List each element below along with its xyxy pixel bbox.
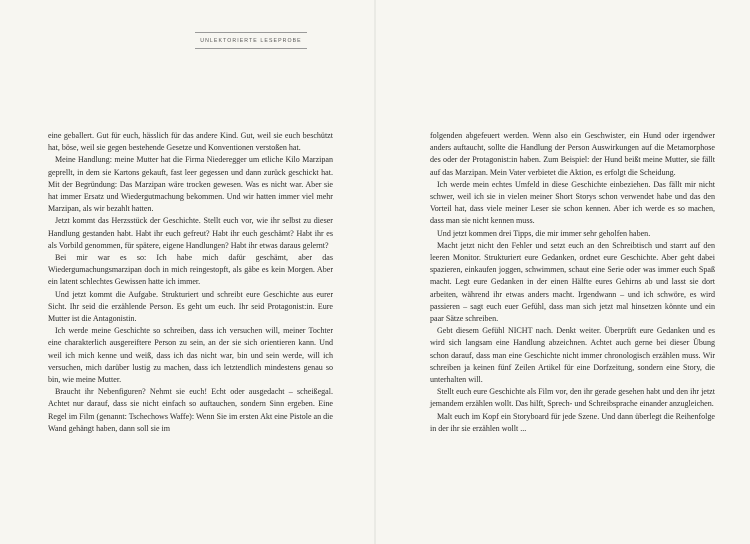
paragraph: Ich werde meine Geschichte so schreiben, dass ich versuchen will, meiner Tochter eine charakterlich ausgereiftere Person zu sein, an der sie sich orientieren kann. Und weil ich mich kenne und weiß, dass ich das nicht war, bin und sein werde, will ich versuchen, mich darüber lustig zu machen, dass ich letztendlich mindestens genau so bin, wie meine Mutter. bbox=[48, 326, 333, 385]
paragraph: Ich werde mein echtes Umfeld in diese Geschichte einbeziehen. Das fällt mir nicht schwer, weil ich sie in vielen meiner Short Storys schon verwendet habe und das den Vorteil hat, dass viele meiner Leser sie schon kennen. Aber ich werde es so machen, dass man sie nicht kennen muss. bbox=[430, 179, 715, 226]
paragraph: Stellt euch eure Geschichte als Film vor, den ihr gerade gesehen habt und den ihr jetzt jemandem erzählen wollt. Das hilft, Sprech- und Schreibsprache einander anzugleichen. bbox=[430, 387, 715, 409]
paragraph: folgenden abgefeuert werden. Wenn also ein Geschwister, ein Hund oder irgendwer anders auftaucht, sollte die Handlung der Person Auswirkungen auf die Metamorphose des oder der Protagonist:in haben. Zum Beispiel: der Hund beißt meine Mutter, sie fällt auf das Marzipan. Mein Vater verbietet die Aktion, es erfolgt die Scheidung. bbox=[430, 131, 715, 177]
paragraph: eine geballert. Gut für euch, hässlich für das andere Kind. Gut, weil sie euch beschützt hat, böse, weil sie gegen bestehende Gesetze und Konventionen verstoßen hat. bbox=[48, 131, 333, 153]
paragraph: Braucht ihr Nebenfiguren? Nehmt sie euch! Echt oder ausgedacht – scheißegal. Achtet nur darauf, dass sie nicht einfach so auftauchen, sondern Sinn ergeben. Eine Regel im Film (genannt: Tschechows Waffe): Wenn Sie im ersten Akt eine Pistole an die Wand gehängt haben, dann soll sie im bbox=[48, 387, 333, 433]
header-bottom-rule bbox=[195, 48, 307, 49]
paragraph: Malt euch im Kopf ein Storyboard für jede Szene. Und dann überlegt die Reihenfolge in der ihr sie erzählen wollt ... bbox=[430, 411, 715, 433]
paragraph: Bei mir war es so: Ich habe mich dafür geschämt, aber das Wiedergumachungsmarzipan doch in mich reingestopft, als gäbe es kein Morgen. Aber ein latent schlechtes Gewissen hatte ich immer. bbox=[48, 253, 333, 287]
paragraph: Meine Handlung: meine Mutter hat die Firma Niederegger um etliche Kilo Marzipan geprellt, in dem sie Kartons gekauft, fast leer gegessen und dann zurück geschickt hat. Mit der Begründung: Das Marzipan wäre trocken gewesen. Was es nicht war. Aber sie hat immer Ersatz und Wiedergutmachung bekommen. Und wir hatten immer viel mehr Marzipan, als wir bezahlt hatten. bbox=[48, 155, 333, 214]
paragraph: Macht jetzt nicht den Fehler und setzt euch an den Schreibtisch und starrt auf den leeren Monitor. Strukturiert eure Gedanken, ordnet eure Geschichte. Aber geht dabei spazieren, einkaufen joggen, schwimmen, schaut eine Serie oder was immer euch Spaß macht. Legt eure Gedanken in der einen Hälfte eures Gehirns ab und lasst sie dort arbeiten, während ihr etwas anders macht. Irgendwann – und ich schwöre, es wird passieren – sagt euch euer Gefühl, dass man sich jetzt mal hinsetzen könnte und ein paar Sätze schreiben. bbox=[430, 240, 715, 324]
running-header bbox=[195, 32, 307, 49]
paragraph: Und jetzt kommen drei Tipps, die mir immer sehr geholfen haben. bbox=[437, 228, 651, 238]
left-page-body bbox=[48, 130, 333, 435]
paragraph: Gebt diesem Gefühl NICHT nach. Denkt weiter. Überprüft eure Gedanken und es wird sich langsam eine Handlung abzeichnen. Achtet auch gerne bei dieser Übung schon darauf, dass man eine Geschichte nicht immer chronologisch erzählen muss. Wir schreiben ja keinen fünf Zeilen Artikel für eine Dorfzeitung, sondern eine Story, die unterhalten will. bbox=[430, 326, 715, 385]
book-gutter bbox=[374, 0, 376, 544]
header-label: UNLEKTORIERTE LESEPROBE bbox=[200, 38, 302, 44]
paragraph: Und jetzt kommt die Aufgabe. Strukturiert und schreibt eure Geschichte aus eurer Sicht. Ihr seid die erzählende Person. Es geht um euch. Ihr seid Protagonist:in. Eure Mutter ist die Antagonistin. bbox=[48, 289, 333, 324]
paragraph: Jetzt kommt das Herzsstück der Geschichte. Stellt euch vor, wie ihr selbst zu dieser Handlung gestanden habt. Habt ihr euch gefreut? Habt ihr euch geschämt? Habt ihr es als Vorbild genommen, für spätere, eigene Handlungen? Habt ihr etwas daraus gelernt? bbox=[48, 216, 333, 250]
right-page-body bbox=[430, 130, 715, 435]
